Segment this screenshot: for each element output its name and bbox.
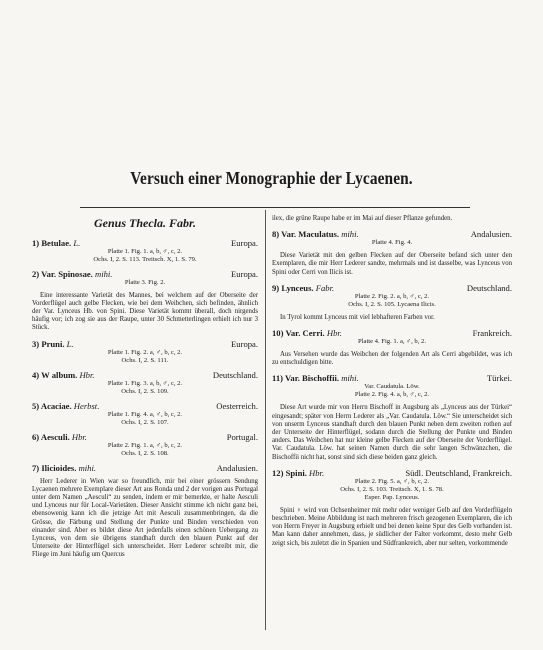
species-entry [272,328,512,346]
literature-reference: Ochs. I, 2. S. 108. [121,449,169,457]
species-name: 6) Aesculi. Hbr. [32,431,87,442]
species-location: Europa. [231,237,258,248]
species-entry [272,283,512,309]
plate-reference: Platte 3. Fig. 2. [124,278,166,286]
species-entry [32,401,258,427]
plate-reference: Platte 2. Fig. 1. a, ♂, b, c, 2. [107,441,183,449]
species-name: 12) Spini. Hbr. [272,467,325,478]
plate-reference: Platte 1. Fig. 4. a, ♂, b, c, 2. [107,410,183,418]
species-location: Andalusien. [216,462,258,473]
species-name: 4) W album. Hbr. [32,369,95,380]
species-location: Oesterreich. [216,400,258,411]
right-column [272,215,512,554]
species-name: 8) Var. Maculatus. mihi. [272,229,359,240]
genus-heading: Genus Thecla. Fabr. [93,216,196,230]
species-location: Deutschland. [466,282,512,293]
description-paragraph: Diese Varietät mit den gelben Flecken auf der Oberseite befand sich unter den Exemplaren, die mir Herr Lederer sandte, mehrmals und ist dasselbe, was Lynceus von Spini oder Cerri von Ilicis ist. [272,252,512,276]
description-paragraph: Aus Versehen wurde das Weibchen der folgenden Art als Cerri abgebildet, was ich zu entschuldigen bitte. [272,351,512,367]
species-location: Deutschland. [212,369,258,380]
species-location: Portugal. [226,431,258,442]
literature-reference: Esper. Pap. Lynceus. [364,493,420,501]
plate-reference: Platte 2. Fig. 2. a, b, ♂, c, 2. [354,292,430,300]
plate-reference: Platte 2. Fig. 4. a, b, ♂, c, 2. [354,391,430,399]
species-name: 1) Betulae. L. [32,237,81,248]
literature-reference: Ochs. I, 2. S. 103. Treitsch. X, 1. S. 78. [340,485,444,493]
literature-reference: Ochs. I, 2. S. 111. [121,356,169,364]
species-entry [272,229,512,247]
species-entry [32,432,258,458]
species-location: Südl. Deutschland, Frankreich. [405,467,512,478]
synonym-reference: Var. Caudatula. Löw. [364,383,420,391]
species-name: 11) Var. Bischoffii. mihi. [272,373,359,384]
description-paragraph: Eine interessante Varietät des Mannes, bei welchem auf der Oberseite der Vorderflügel auch gelbe Flecken, wie bei dem Weibchen, sich befinden, ähnlich der Var. Lynceus Hb. von Spini. Diese Varietät kommt überall, doch nirgends häufig vor; ich zog sie aus der Raupe, unter 30 Schmetterlingen erhielt ich nur 3 Stück. [32,291,258,332]
species-name: 2) Var. Spinosae. mihi. [32,268,113,279]
description-paragraph: Diese Art wurde mir von Herrn Bischoff in Augsburg als „Lynceus aus der Türkei“ eingesandt; später von Herrn Lederer als „Var. Caudatula. Löw.“ Sie unterscheidet sich von unserm Lynceus standhaft durch den blauen Punkt neben dem zweiten rothen auf der Unterseite der Hinterflügel, sodann durch die Stellung der Punkte und Binden anders. Das Weibchen hat nur kleine gelbe Flecken auf der Oberseite der Vorderflügel. Var. Caudatula. Löw. hat seinen Namen durch die sehr langen Schwänzchen, die Bischoffii nicht hat, sonst sind sich diese beiden ganz gleich. [272,404,512,461]
page-title: Versuch einer Monographie der Lycaenen. [130,168,413,188]
plate-reference: Platte 1. Fig. 2. a, ♂, b, c, 2. [107,348,183,356]
top-rule [80,207,470,208]
description-paragraph: ilex, die grüne Raupe habe er im Mai auf dieser Pflanze gefunden. [272,215,453,222]
plate-reference: Platte 1. Fig. 1. a, b, ♂, c, 2. [107,247,183,255]
left-column [32,215,258,566]
column-divider [265,210,266,630]
species-entry [32,238,258,264]
species-location: Andalusien. [470,229,512,240]
species-entry [272,373,512,399]
species-name: 7) Ilicioides. mihi. [32,462,97,473]
plate-reference: Platte 4. Fig. 1. a, ♂, b, 2. [358,338,426,346]
description-paragraph: Spini ♀ wird von Ochsenheimer mit mehr oder weniger Gelb auf den Vorderflügeln beschrieben. Meine Abbildung ist nach mehreren frisch gezogenen Exemplaren, die ich von Herrn Freyer in Augsburg erhielt und bei denen keine Spur des Gelb vorhanden ist. Man kann daher annehmen, dass, je südlicher der Falter vorkommt, desto mehr Gelb zeigt sich, bis zuletzt die in Spanien und Südfrankreich, aber nur selten, vorkommende [272,506,512,547]
species-location: Frankreich. [472,328,512,339]
plate-reference: Platte 4. Fig. 4. [371,239,413,247]
species-entry [32,339,258,365]
literature-reference: Ochs. I, 2. S. 113. Treitsch. X, 1. S. 79. [93,255,197,263]
species-name: 9) Lynceus. Fabr. [272,282,335,293]
species-entry [32,269,258,287]
species-entry [32,370,258,396]
species-name: 3) Pruni. L. [32,338,74,349]
plate-reference: Platte 1. Fig. 3. a, b, ♂, c, 2. [107,379,183,387]
description-paragraph: Herr Lederer in Wien war so freundlich, mir bei einer grössern Sendung Lycaenen mehrere Exemplare dieser Art aus Ronda und 2 der vorigen aus Portugal unter dem Namen „Aesculi“ zu senden, indem er mir bemerkte, er halte Aesculi und Lynceus nur für Local-Varietäten. Dieser Ansicht stimme ich nicht ganz bei, ebensowenig kann ich die jetzige Art mit Aesculi zusammenbringen, da die Grösse, die Färbung und Stellung der Punkte und Binden verschieden von einander sind. Aber es bildet diese Art jedenfalls einen schönen Uebergang zu Lynceus, von dem sie übrigens standhaft durch den blauen Punkt auf der Unterseite der Hinterflügel sich unterscheidet. Herr Lederer schreibt mir, die Fliege im Juni häufig um Quercus [32,477,258,559]
literature-reference: Ochs. I, 2. S. 109. [121,387,169,395]
species-name: 10) Var. Cerri. Hbr. [272,328,342,339]
literature-reference: Ochs. I, 2. S. 105. Lycaena Ilicis. [348,300,436,308]
literature-reference: Ochs. I, 2. S. 107. [121,418,169,426]
species-location: Europa. [231,268,258,279]
species-name: 5) Acaciae. Herbst. [32,400,100,411]
species-entry [32,463,258,473]
species-entry [272,468,512,502]
species-location: Europa. [231,338,258,349]
description-paragraph: In Tyrol kommt Lynceus mit viel lebhafteren Farben vor. [280,313,435,321]
plate-reference: Platte 2. Fig. 5. a, ♂, b, c, 2. [354,477,430,485]
species-location: Türkei. [486,373,512,384]
